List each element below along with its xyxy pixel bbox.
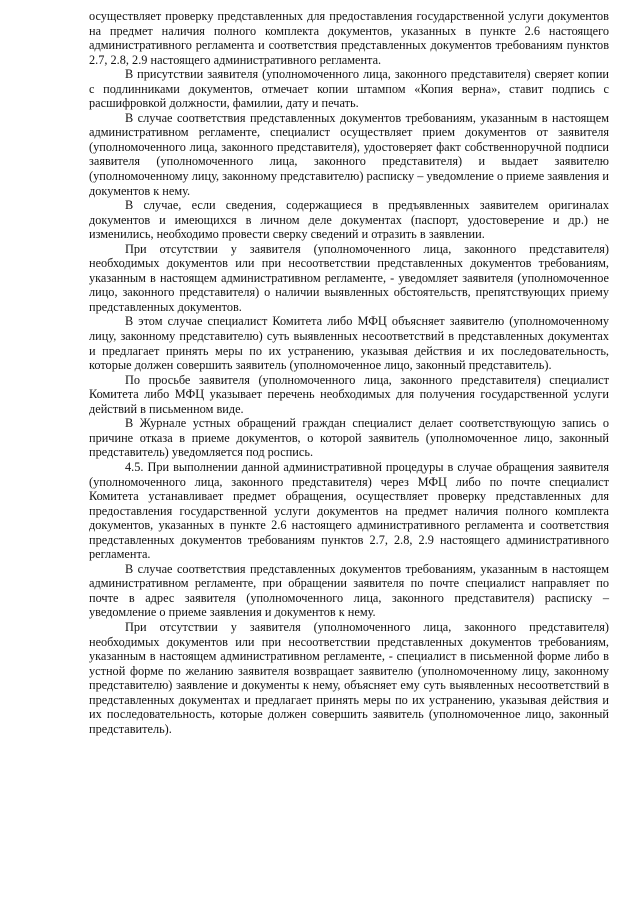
paragraph-written-list-request: По просьбе заявителя (уполномоченного лица, законного представителя) специалист Комитета либо МФЦ указывает перечень необходимых для получения государственной услуги действий в письменном виде. (89, 372, 609, 416)
paragraph-postal-receipt: В случае соответствия представленных документов требованиям, указанным в настоящем административном регламенте, при обращении заявителя по почте специалист направляет по почте в адрес заявителя (уполномоченного лица, законного представителя) расписку – уведомление о приеме заявления и документов к нему. (89, 561, 609, 620)
paragraph-explanation-of-deficiencies: В этом случае специалист Комитета либо МФЦ объясняет заявителю (уполномоченному лицу, законному представителю) суть выявленных несоответствий в представленных документах и предлагает принять меры по их устранению, указывая действия и их последовательность, которые должен совершить заявитель (уполномоченное лицо, законный представитель). (89, 314, 609, 373)
paragraph-journal-record: В Журнале устных обращений граждан специалист делает соответствующую запись о причине отказа в приеме документов, о которой заявитель (уполномоченное лицо, законный представитель) уведомляется под роспись. (89, 416, 609, 460)
document-body (89, 9, 609, 736)
paragraph-documents-accepted: В случае соответствия представленных документов требованиям, указанным в настоящем административном регламенте, специалист осуществляет прием документов от заявителя (уполномоченного лица, законного представителя), удостоверяет факт собственноручной подписи заявителя (уполномоченного лица, законного представителя) и выдает заявителю (уполномоченному лицу, законному представителю) расписку – уведомление о приеме заявления и документов к нему. (89, 110, 609, 198)
paragraph-data-reconciliation: В случае, если сведения, содержащиеся в предъявленных заявителем оригиналах документов и имеющихся в личном деле документах (паспорт, удостоверение и др.) не изменились, необходимо провести сверку сведений и отразить в заявлении. (89, 198, 609, 242)
paragraph-copy-verification: В присутствии заявителя (уполномоченного лица, законного представителя) сверяет копии с подлинниками документов, отмечает копии штампом «Копия верна», ставит подпись с расшифровкой должности, фамилии, дату и печать. (89, 67, 609, 111)
paragraph-return-of-documents: При отсутствии у заявителя (уполномоченного лица, законного представителя) необходимых документов или при несоответствии представленных документов требованиям, указанным в настоящем административном регламенте, - специалист в письменной форме либо в устной форме по желанию заявителя возвращает заявителю (уполномоченному лицу, законному представителю) заявление и документы к нему, объясняет ему суть выявленных несоответствий в представленных документах и предлагает принять меры по их устранению, указывая действия и их последовательность, которые должен совершить заявитель (уполномоченное лицо, законный представитель). (89, 619, 609, 736)
paragraph-section-4-5: 4.5. При выполнении данной административной процедуры в случае обращения заявителя (уполномоченного лица, законного представителя) через МФЦ либо по почте специалист Комитета устанавливает предмет обращения, осуществляет проверку представленных для предоставления государственной услуги документов на предмет наличия полного комплекта документов, указанных в пункте 2.6 настоящего административного регламента и соответствия представленных документов требованиям пунктов 2.7, 2.8, 2.9 настоящего административного регламента. (89, 459, 609, 562)
paragraph-missing-documents: При отсутствии у заявителя (уполномоченного лица, законного представителя) необходимых документов или при несоответствии представленных документов требованиям, указанным в настоящем административном регламенте, - уведомляет заявителя (уполномоченное лицо, законного представителя) о наличии выявленных обстоятельств, препятствующих приему представленных документов. (89, 241, 609, 314)
paragraph-document-check: осуществляет проверку представленных для предоставления государственной услуги документов на предмет наличия полного комплекта документов, указанных в пункте 2.6 настоящего административного регламента и соответствия представленных документов требованиям пунктов 2.7, 2.8, 2.9 настоящего административного регламента. (89, 9, 609, 67)
